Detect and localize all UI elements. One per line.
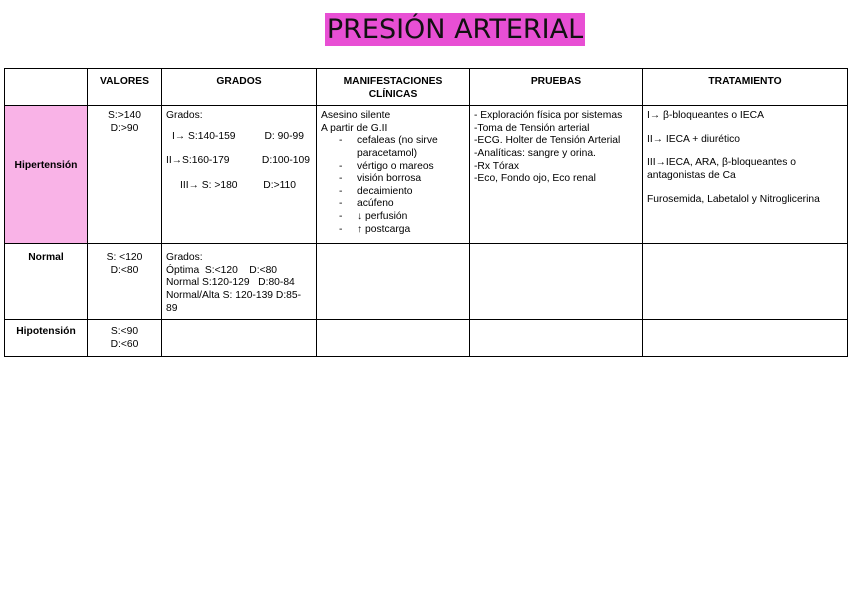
row-hipotension [5,320,848,357]
prueba-item: -ECG. Holter de Tensión Arterial [474,135,621,147]
pruebas-normal [470,244,643,320]
grado-normal-item: Normal/Alta S: 120-139 D:85-89 [166,289,302,314]
header-manifestaciones: MANIFESTACIONES CLÍNICAS [317,69,470,106]
header-tratamiento: TRATAMIENTO [643,69,848,106]
row-label-text: Hipertensión [14,160,78,172]
prueba-item: -Rx Tórax [474,160,520,172]
manif-item: - ↓ perfusión [339,211,465,224]
grado-ii-s: II→S:160-179 [166,155,230,167]
header-row [5,69,848,106]
tratamiento-normal [643,244,848,320]
blood-pressure-table [4,68,848,357]
grado-normal-item: Normal S:120-129 D:80-84 [166,277,295,289]
manif-item: - vértigo o mareos [339,161,465,174]
manif-intro-0: Asesino silente [321,110,391,122]
grado-i [166,131,312,144]
prueba-item: - Exploración física por sistemas [474,110,623,122]
row-normal [5,244,848,320]
grado-ii-d: D:100-109 [261,155,310,167]
manif-item: - visión borrosa [339,173,465,186]
manif-item: - acúfeno [339,198,465,211]
grado-normal-item: Óptima S:<120 D:<80 [166,264,278,276]
valor-sistolica: S:>140 [108,110,141,122]
grado-normal-item: Grados: [166,252,203,264]
valor-diastolica: D:<80 [110,264,139,276]
grado-iii-s: III→ S: >180 [180,179,238,191]
grados-hipotension [162,320,317,357]
tratamiento-hipertension [643,106,848,244]
grados-hipertension [162,106,317,244]
grado-ii [166,155,312,168]
valor-diastolica: D:<60 [110,338,139,350]
prueba-item: -Toma de Tensión arterial [474,122,590,134]
row-label-text: Normal [28,252,64,264]
manifestaciones-hipotension [317,320,470,357]
valores-hipotension [88,320,162,357]
grado-iii [166,180,312,193]
header-empty [5,69,88,106]
pruebas-hipertension [470,106,643,244]
manif-item: - ↑ postcarga [339,224,465,237]
valor-sistolica: S: <120 [106,252,143,264]
tratamiento-item: III→IECA, ARA, β-bloqueantes o antagonistas de Ca [647,157,797,181]
manifestaciones-hipertension [317,106,470,244]
manif-item: - cefaleas (no sirve paracetamol) [339,135,465,160]
header-pruebas: PRUEBAS [470,69,643,106]
row-label-normal [5,244,88,320]
valor-diastolica: D:>90 [110,122,139,134]
prueba-item: -Analíticas: sangre y orina. [474,147,596,159]
row-hipertension [5,106,848,244]
row-label-hipertension [5,106,88,244]
manif-intro-1: A partir de G.II [321,122,388,134]
tratamiento-item: Furosemida, Labetalol y Nitroglicerina [647,193,820,205]
grado-i-d: D: 90-99 [264,130,304,142]
valores-normal [88,244,162,320]
row-label-text: Hipotensión [16,326,76,338]
valor-sistolica: S:<90 [110,326,139,338]
pruebas-hipotension [470,320,643,357]
manif-list [321,135,465,236]
prueba-item: -Eco, Fondo ojo, Eco renal [474,173,596,185]
grados-normal [162,244,317,320]
tratamiento-item: I→ β-bloqueantes o IECA [647,110,764,122]
header-valores: VALORES [88,69,162,106]
grado-i-s: I→ S:140-159 [172,130,236,142]
page-title: PRESIÓN ARTERIAL [326,14,584,45]
header-grados: GRADOS [162,69,317,106]
tratamiento-hipotension [643,320,848,357]
grado-iii-d: D:>110 [263,179,296,191]
tratamiento-item: II→ IECA + diurético [647,133,740,145]
manif-item: - decaimiento [339,186,465,199]
grados-title: Grados: [166,110,203,122]
manifestaciones-normal [317,244,470,320]
valores-hipertension [88,106,162,244]
row-label-hipotension [5,320,88,357]
